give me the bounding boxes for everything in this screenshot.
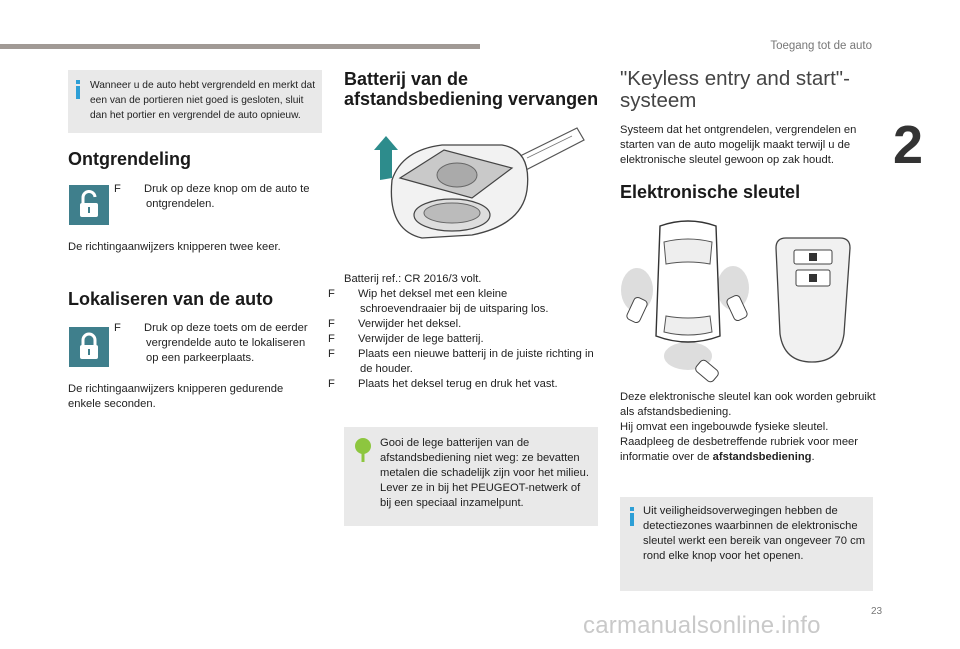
- unlock-step: F Druk op deze knop om de auto te ontgrendelen.: [114, 183, 310, 210]
- keyless-heading: "Keyless entry and start"-systeem: [620, 67, 850, 112]
- tree-icon: [353, 437, 373, 463]
- locate-note: De richtingaanwijzers knipperen gedurende enkele seconden.: [68, 383, 284, 410]
- safety-info-text: Uit veiligheidsoverwegingen hebben de detectiezones waarbinnen de elektronische sleutel werkt een bereik van ongeveer 70 cm rond elke knop voor het openen.: [643, 505, 866, 562]
- info-icon: [76, 80, 80, 99]
- electronic-key-heading: Elektronische sleutel: [620, 182, 801, 202]
- page-number: 23: [871, 606, 883, 617]
- battery-ref: Batterij ref.: CR 2016/3 volt.: [344, 273, 482, 285]
- battery-heading: [344, 69, 598, 109]
- flag-bullet: F: [114, 183, 121, 195]
- info-icon: [630, 507, 634, 526]
- info-box: [68, 70, 322, 133]
- watermark: carmanualsonline.info: [583, 612, 821, 639]
- unlock-note: De richtingaanwijzers knipperen twee keer.: [68, 241, 281, 253]
- unlock-icon: [69, 185, 109, 225]
- locate-heading: Lokaliseren van de auto: [68, 289, 274, 309]
- key-para-1: Deze elektronische sleutel kan ook worden gebruikt als afstandsbediening.: [620, 391, 876, 418]
- eco-text: Gooi de lege batterijen van de afstandsbediening niet weg: ze bevatten metalen die schadelijk zijn voor het milieu. Lever ze in bij het PEUGEOT-netwerk of bij een speciaal inzamelpunt.: [380, 437, 589, 509]
- keyless-intro: Systeem dat het ontgrendelen, vergrendelen en starten van de auto mogelijk maakt terwijl u de elektronische sleutel gewoon op zak houdt.: [620, 124, 857, 166]
- step-item: F Wip het deksel met een kleine schroevendraaier bij de uitsparing los.: [328, 288, 549, 315]
- chapter-number: 2: [893, 115, 924, 175]
- battery-steps: [328, 287, 596, 392]
- key-description: [620, 390, 878, 465]
- header-rule: [0, 44, 480, 49]
- battery-heading-line1: Batterij van de: [344, 69, 469, 89]
- safety-info-box: [620, 497, 873, 591]
- flag-bullet: F: [114, 322, 121, 334]
- locate-step: F Druk op deze toets om de eerder vergrendelde auto te lokaliseren op een parkeerplaats.: [114, 322, 308, 364]
- eco-box: [344, 427, 598, 526]
- key-para-3: Raadpleeg de desbetreffende rubriek voor meer informatie over de afstandsbediening.: [620, 436, 858, 463]
- battery-heading-line2: afstandsbediening vervangen: [344, 89, 599, 109]
- step-item: F Verwijder de lege batterij.: [328, 333, 484, 345]
- unlock-heading: Ontgrendeling: [68, 149, 191, 169]
- info-text: Wanneer u de auto hebt vergrendeld en merkt dat een van de portieren niet goed is gesloten, sluit dan het portier en vergrendel de auto opnieuw.: [90, 80, 316, 121]
- electronic-key-illustration: [770, 234, 855, 366]
- unlock-key-icon: [809, 253, 817, 261]
- key-battery-illustration: [372, 120, 592, 255]
- key-para-2: Hij omvat een ingebouwde fysieke sleutel.: [620, 421, 829, 433]
- unlock-button-tile: [69, 185, 109, 225]
- step-item: F Verwijder het deksel.: [328, 318, 462, 330]
- car-detection-illustration: [620, 216, 760, 384]
- section-title: Toegang tot de auto: [770, 40, 872, 52]
- locate-button-tile: [69, 327, 109, 367]
- step-item: F Plaats het deksel terug en druk het vast.: [328, 378, 558, 390]
- lock-key-icon: [809, 274, 817, 282]
- step-item: F Plaats een nieuwe batterij in de juiste richting in de houder.: [328, 348, 594, 375]
- lock-icon: [69, 327, 109, 367]
